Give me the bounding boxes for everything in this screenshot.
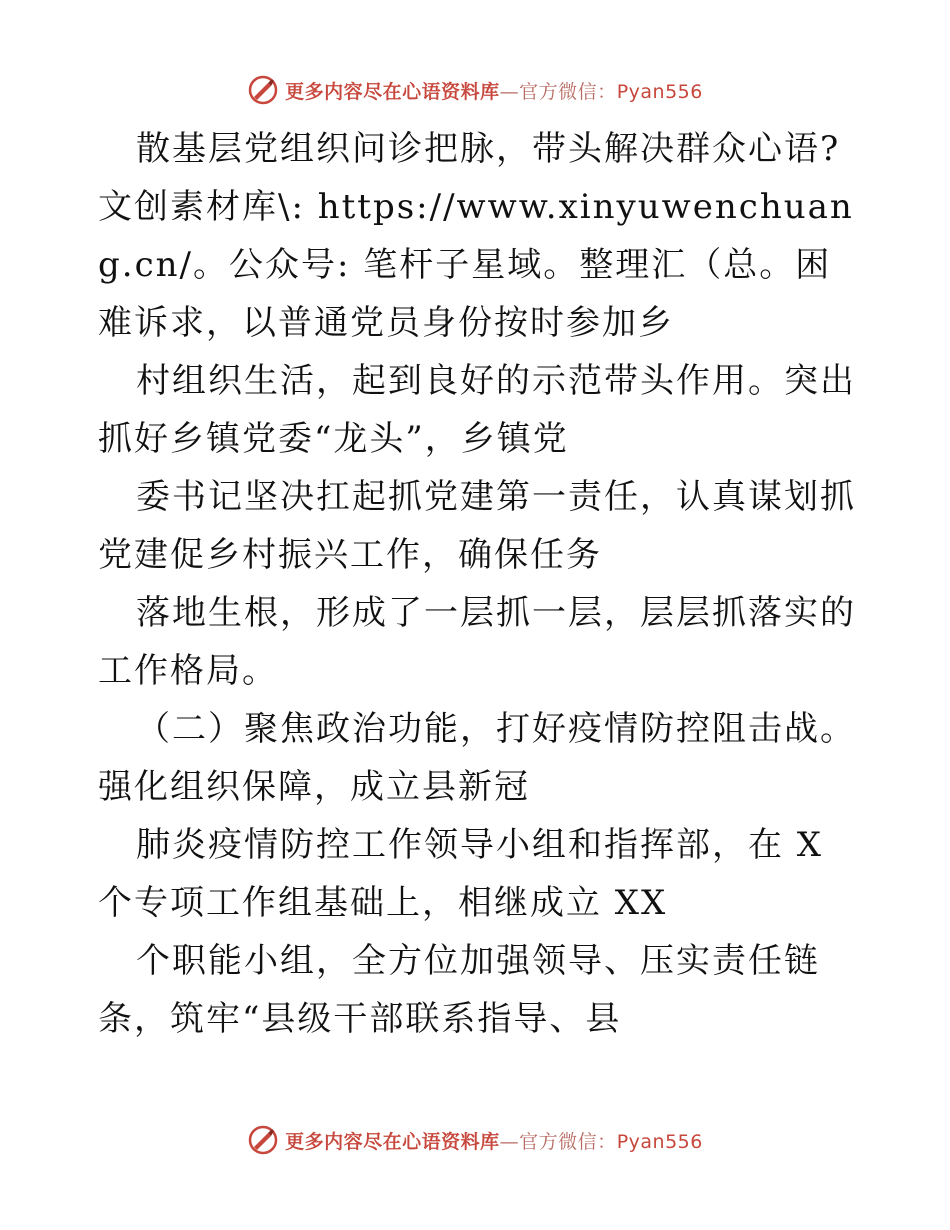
paragraph-3: 委书记坚决扛起抓党建第一责任，认真谋划抓党建促乡村振兴工作，确保任务: [98, 477, 856, 575]
paragraph-2: 村组织生活，起到良好的示范带头作用。突出抓好乡镇党委“龙头”，乡镇党: [98, 361, 856, 459]
header-banner-wechat-id: Pyan556: [616, 80, 703, 103]
paragraph-1: 散基层党组织问诊把脉，带头解决群众心语?文创素材库\: https://www.xinyuwenchuang.cn/。公众号: 笔杆子星域。整理汇（总。困难诉求，以普通党员身份按时参加乡: [98, 129, 854, 343]
footer-banner-text: [285, 1127, 703, 1154]
footer-banner-dash: —: [499, 1130, 520, 1153]
pen-logo-icon: [247, 1124, 279, 1156]
footer-banner-wechat-label: 官方微信：: [519, 1130, 617, 1153]
header-banner-text: [285, 77, 703, 104]
paragraph-7: 个职能小组，全方位加强领导、压实责任链条，筑牢“县级干部联系指导、县: [98, 941, 820, 1039]
header-watermark-banner: [0, 70, 950, 110]
header-banner-brand: 更多内容尽在心语资料库: [285, 80, 500, 103]
paragraph-4: 落地生根，形成了一层抓一层，层层抓落实的工作格局。: [98, 593, 856, 691]
pen-logo-icon: [247, 74, 279, 106]
header-banner-wechat-label: 官方微信：: [519, 80, 617, 103]
header-banner-dash: —: [499, 80, 520, 103]
footer-banner-brand: 更多内容尽在心语资料库: [285, 1130, 500, 1153]
paragraph-6: 肺炎疫情防控工作领导小组和指挥部，在 X 个专项工作组基础上，相继成立 XX: [98, 825, 824, 923]
paragraph-5: （二）聚焦政治功能，打好疫情防控阻击战。强化组织保障，成立县新冠: [98, 709, 856, 807]
footer-banner-wechat-id: Pyan556: [616, 1130, 703, 1153]
footer-watermark-banner: [0, 1120, 950, 1160]
document-body: [98, 120, 858, 1048]
